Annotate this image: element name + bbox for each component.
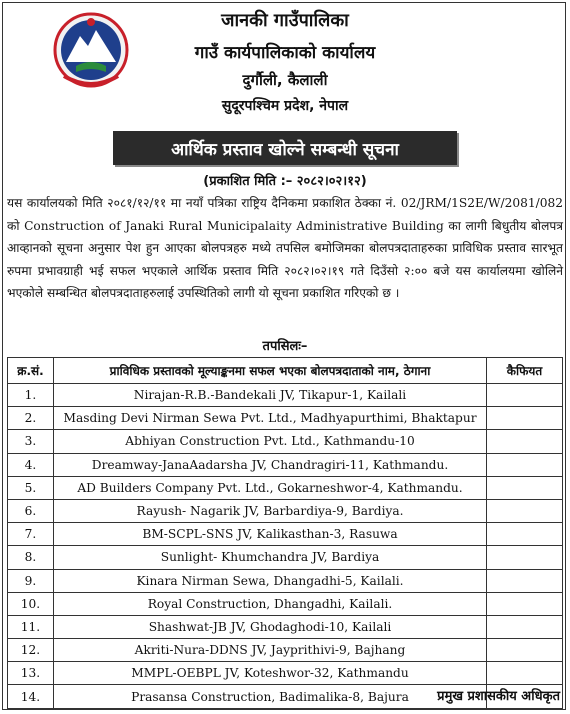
serial-cell: 13. <box>8 662 54 685</box>
table-row <box>8 662 563 685</box>
remark-cell <box>487 592 563 615</box>
notice-body: यस कार्यालयको मिति २०८१/१२/११ मा नयाँ पत्रिका राष्ट्रिय दैनिकमा प्रकाशित ठेक्का नं. 02/JRM/1S2E/W/2081/082 को Construction of Janaki Rural Municipalaity Administrative Building का लागी बिधुतीय बोलपत्र आव्हानको सूचना अनुसार पेश हुन आएका बोलपत्रहरु मध्ये तपसिल बमोजिमका बोलपत्रदाताहरुका प्राविधिक प्रस्ताव सारभूत रुपमा प्रभावग्राही भई सफल भएकाले आर्थिक प्रस्ताव मिति २०८२।०२।१९ गते दिउँसो २:०० बजे यस कार्यालयमा खोलिने भएकोले सम्बन्धित बोलपत्रदाताहरुलाई उपस्थितिको लागी यो सूचना प्रकाशित गरिएको छ । <box>7 196 563 300</box>
serial-cell: 11. <box>8 615 54 638</box>
remark-cell <box>487 384 563 407</box>
table-row <box>8 453 563 476</box>
table-row <box>8 499 563 522</box>
bidder-name-cell: BM-SCPL-SNS JV, Kalikasthan-3, Rasuwa <box>54 523 487 546</box>
bidder-name-cell: Nirajan-R.B.-Bandekali JV, Tikapur-1, Kailali <box>54 384 487 407</box>
table-row <box>8 384 563 407</box>
remark-cell <box>487 615 563 638</box>
table-header-row <box>8 358 563 384</box>
remark-cell <box>487 639 563 662</box>
serial-cell: 2. <box>8 407 54 430</box>
table-row <box>8 592 563 615</box>
bidder-name-cell: Masding Devi Nirman Sewa Pvt. Ltd., Madhyapurthimi, Bhaktapur <box>54 407 487 430</box>
table-row <box>8 430 563 453</box>
bidder-name-cell: Rayush- Nagarik JV, Barbardiya-9, Bardiya. <box>54 499 487 522</box>
bidder-name-cell: Prasansa Construction, Badimalika-8, Bajura <box>54 685 487 708</box>
bidder-name-cell: Abhiyan Construction Pvt. Ltd., Kathmandu-10 <box>54 430 487 453</box>
bidder-name-cell: MMPL-OEBPL JV, Koteshwor-32, Kathmandu <box>54 662 487 685</box>
table-row <box>8 639 563 662</box>
bidder-name-cell: Shashwat-JB JV, Ghodaghodi-10, Kailali <box>54 615 487 638</box>
bidder-name-cell: Dreamway-JanaAadarsha JV, Chandragiri-11, Kathmandu. <box>54 453 487 476</box>
remark-cell <box>487 662 563 685</box>
notice-title: आर्थिक प्रस्ताव खोल्ने सम्बन्धी सूचना <box>113 131 457 165</box>
table-row <box>8 476 563 499</box>
remark-cell <box>487 546 563 569</box>
serial-cell: 12. <box>8 639 54 662</box>
remark-cell <box>487 453 563 476</box>
details-heading: तपसिलः– <box>262 339 308 354</box>
bidder-name-cell: Kinara Nirman Sewa, Dhangadhi-5, Kailali. <box>54 569 487 592</box>
serial-cell: 3. <box>8 430 54 453</box>
serial-cell: 6. <box>8 499 54 522</box>
remark-cell <box>487 569 563 592</box>
serial-cell: 7. <box>8 523 54 546</box>
address-line: दुर्गौली, कैलाली <box>242 71 328 89</box>
serial-cell: 14. <box>8 685 54 708</box>
remark-cell <box>487 499 563 522</box>
table-row <box>8 615 563 638</box>
province-line: सुदूरपश्चिम प्रदेश, नेपाल <box>221 98 349 114</box>
header-remark: कैफियत <box>487 358 563 384</box>
remark-cell <box>487 430 563 453</box>
municipality-name: जानकी गाउँपालिका <box>221 10 349 31</box>
published-date: (प्रकाशित मिति :– २०८२।०२।१२) <box>203 174 367 189</box>
remark-cell <box>487 476 563 499</box>
bidder-name-cell: Royal Construction, Dhangadhi, Kailali. <box>54 592 487 615</box>
table-row <box>8 407 563 430</box>
bidder-name-cell: Sunlight- Khumchandra JV, Bardiya <box>54 546 487 569</box>
office-name: गाउँ कार्यपालिकाको कार्यालय <box>194 43 376 63</box>
serial-cell: 9. <box>8 569 54 592</box>
serial-cell: 8. <box>8 546 54 569</box>
bidder-table <box>7 357 563 709</box>
remark-cell <box>487 523 563 546</box>
table-row <box>8 546 563 569</box>
header-bidder-name: प्राविधिक प्रस्तावको मूल्याङ्कनमा सफल भएका बोलपत्रदाताको नाम, ठेगाना <box>54 358 487 384</box>
serial-cell: 1. <box>8 384 54 407</box>
remark-cell <box>487 407 563 430</box>
bidder-name-cell: AD Builders Company Pvt. Ltd., Gokarneshwor-4, Kathmandu. <box>54 476 487 499</box>
bidder-name-cell: Akriti-Nura-DDNS JV, Jayprithivi-9, Bajhang <box>54 639 487 662</box>
serial-cell: 4. <box>8 453 54 476</box>
serial-cell: 10. <box>8 592 54 615</box>
serial-cell: 5. <box>8 476 54 499</box>
header-serial: क्र.सं. <box>8 358 54 384</box>
table-row <box>8 569 563 592</box>
signature-title: प्रमुख प्रशासकीय अधिकृत <box>437 689 560 704</box>
table-row <box>8 523 563 546</box>
